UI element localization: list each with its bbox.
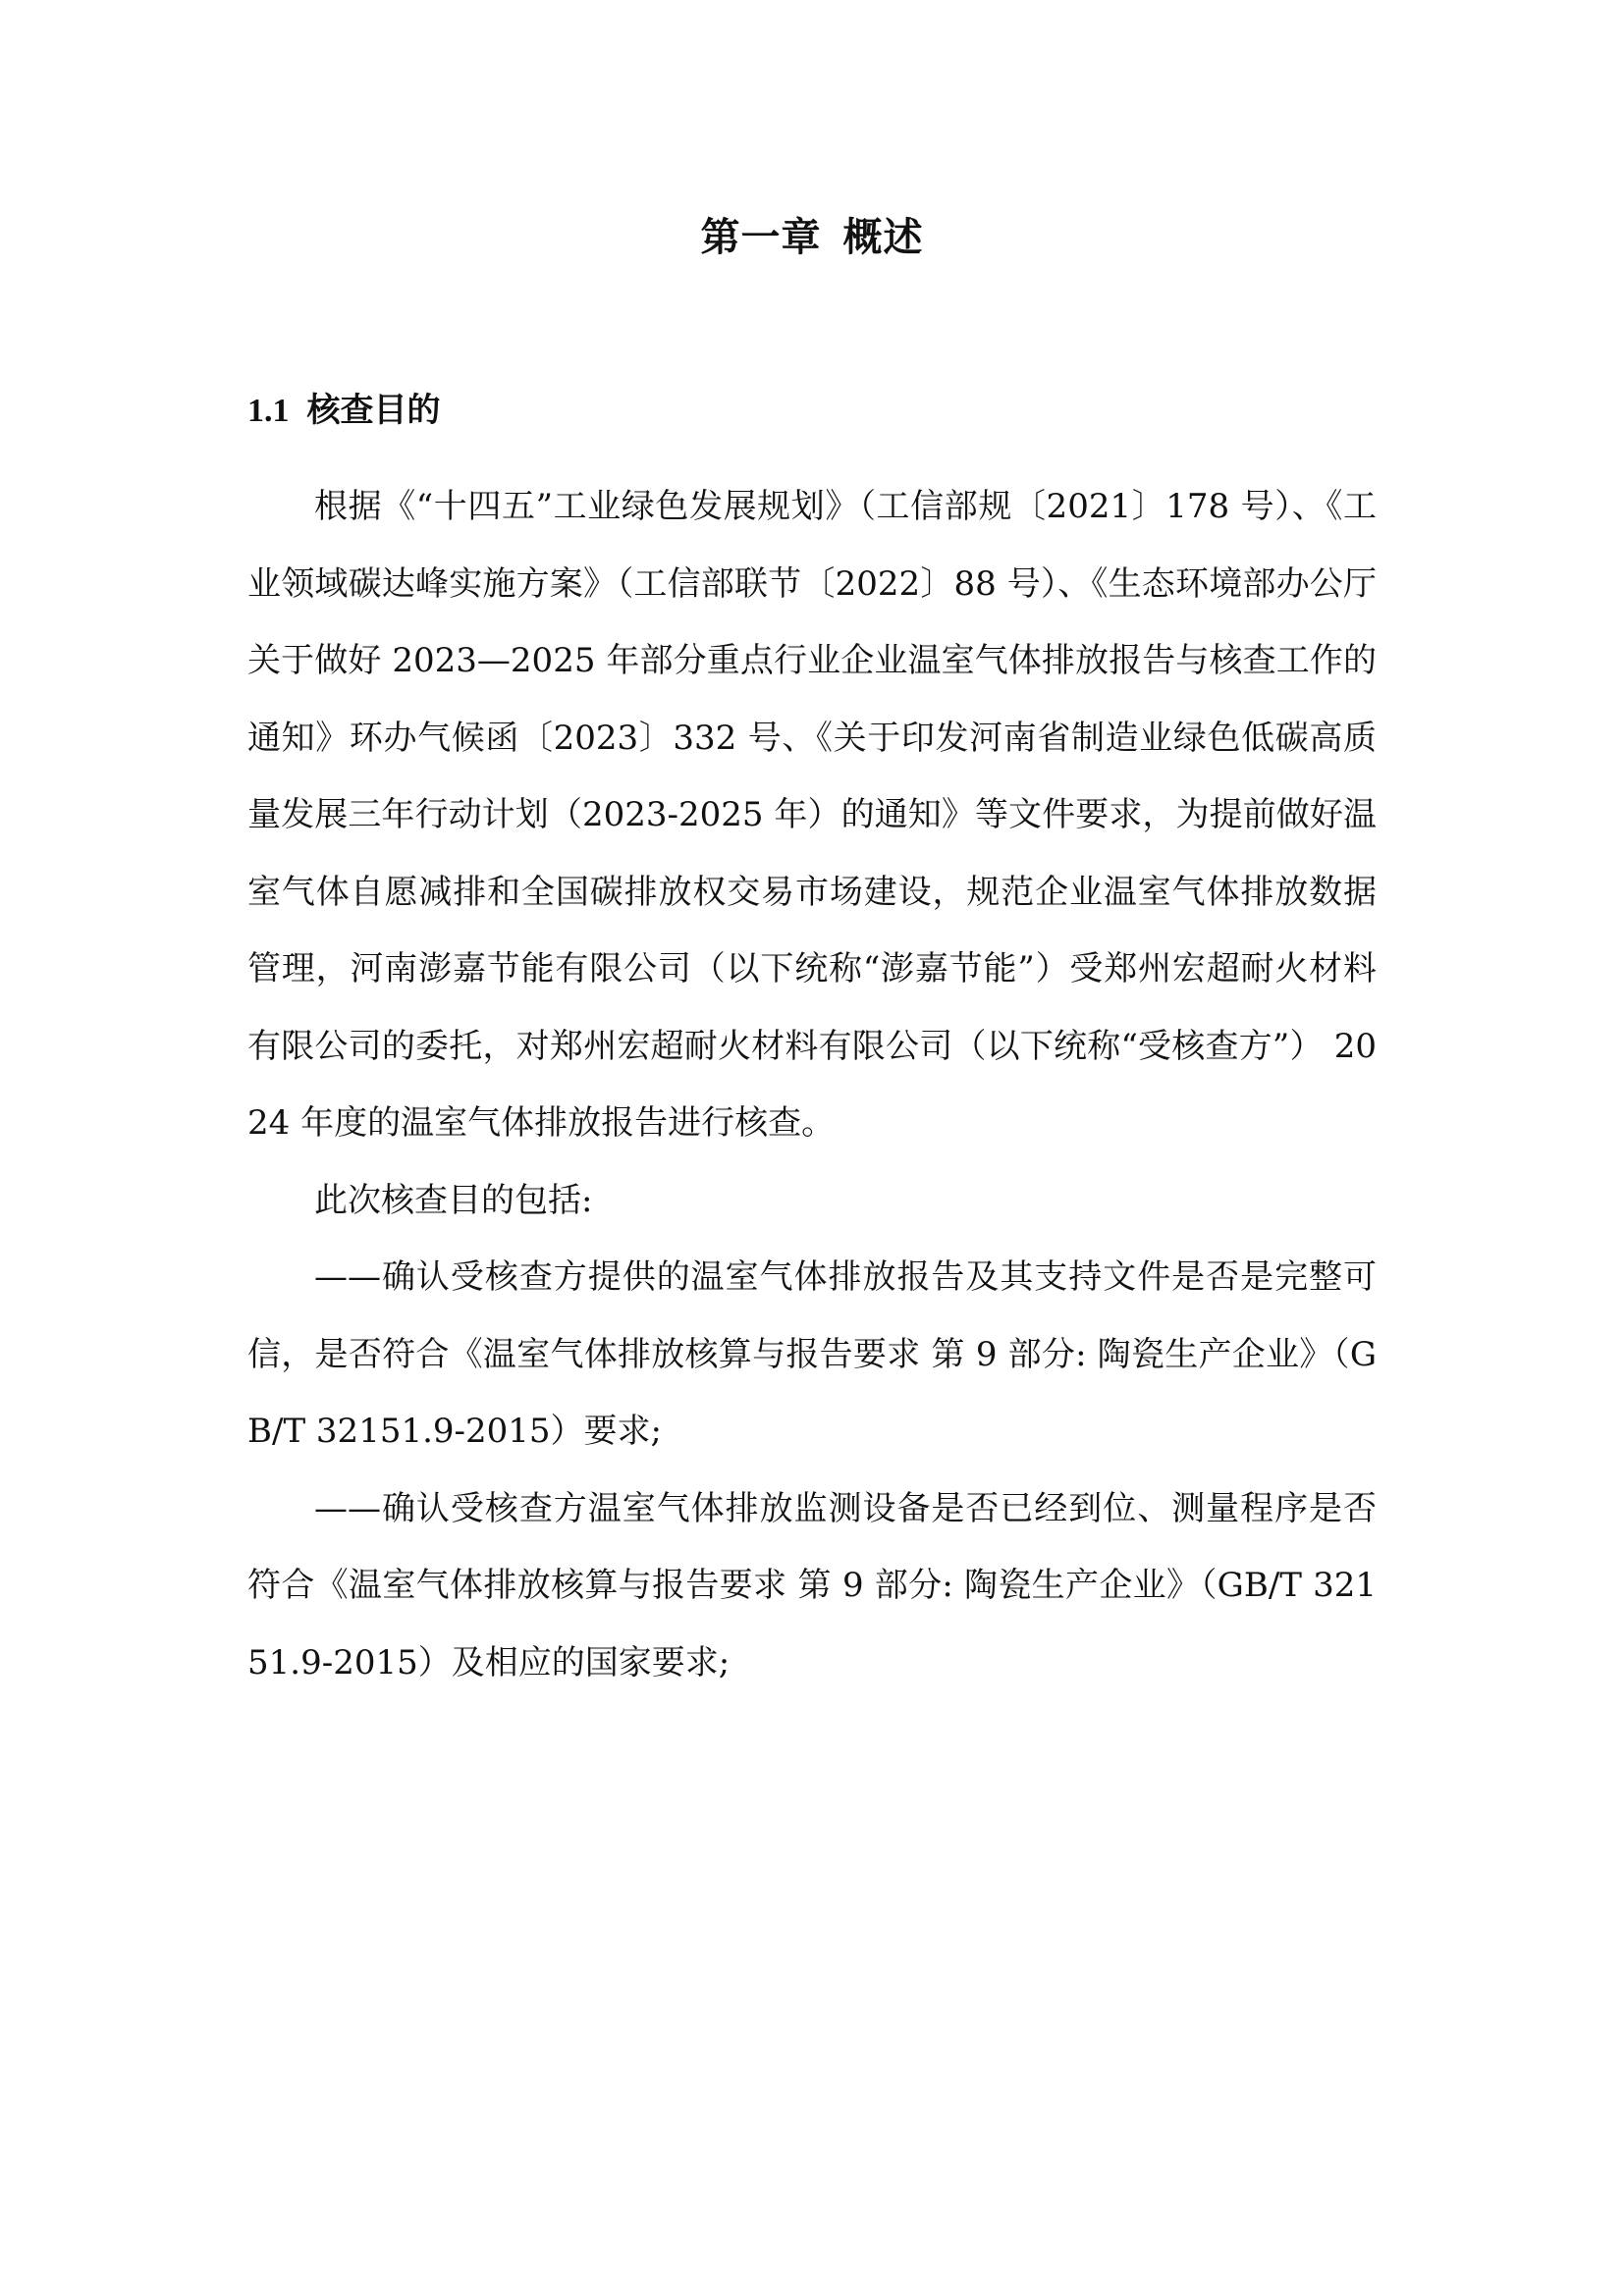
section-title: 核查目的 bbox=[306, 391, 441, 430]
paragraph-purpose-item-2: ——确认受核查方温室气体排放监测设备是否已经到位、测量程序是否符合《温室气体排放核算与报告要求 第 9 部分: 陶瓷生产企业》（GB/T 32151.9-2015）及相应的国家要求; bbox=[247, 1488, 1377, 1682]
section-number: 1.1 bbox=[247, 393, 290, 429]
paragraph-purpose-item-1: ——确认受核查方提供的温室气体排放报告及其支持文件是否是完整可信，是否符合《温室气体排放核算与报告要求 第 9 部分: 陶瓷生产企业》（GB/T 32151.9-2015）要求; bbox=[247, 1257, 1377, 1451]
section-heading bbox=[247, 385, 441, 437]
body-text bbox=[247, 468, 1377, 1701]
chapter-number: 第一章 bbox=[700, 215, 822, 260]
paragraph-purpose-intro: 此次核查目的包括: bbox=[314, 1180, 593, 1220]
chapter-name: 概述 bbox=[842, 215, 924, 260]
paragraph-basis: 根据《“十四五”工业绿色发展规划》（工信部规〔2021〕178 号）、《工业领域碳达峰实施方案》（工信部联节〔2022〕88 号）、《生态环境部办公厅关于做好 2023—2025 年部分重点行业企业温室气体排放报告与核查工作的通知》环办气候函〔2023〕332 号、《关于印发河南省制造业绿色低碳高质量发展三年行动计划（2023-2025 年）的通知》等文件要求，为提前做好温室气体自愿减排和全国碳排放权交易市场建设，规范企业温室气体排放数据管理，河南澎嘉节能有限公司（以下统称“澎嘉节能”）受郑州宏超耐火材料有限公司的委托，对郑州宏超耐火材料有限公司（以下统称“受核查方”） 2024 年度的温室气体排放报告进行核查。 bbox=[247, 487, 1377, 1143]
chapter-title bbox=[0, 208, 1624, 267]
